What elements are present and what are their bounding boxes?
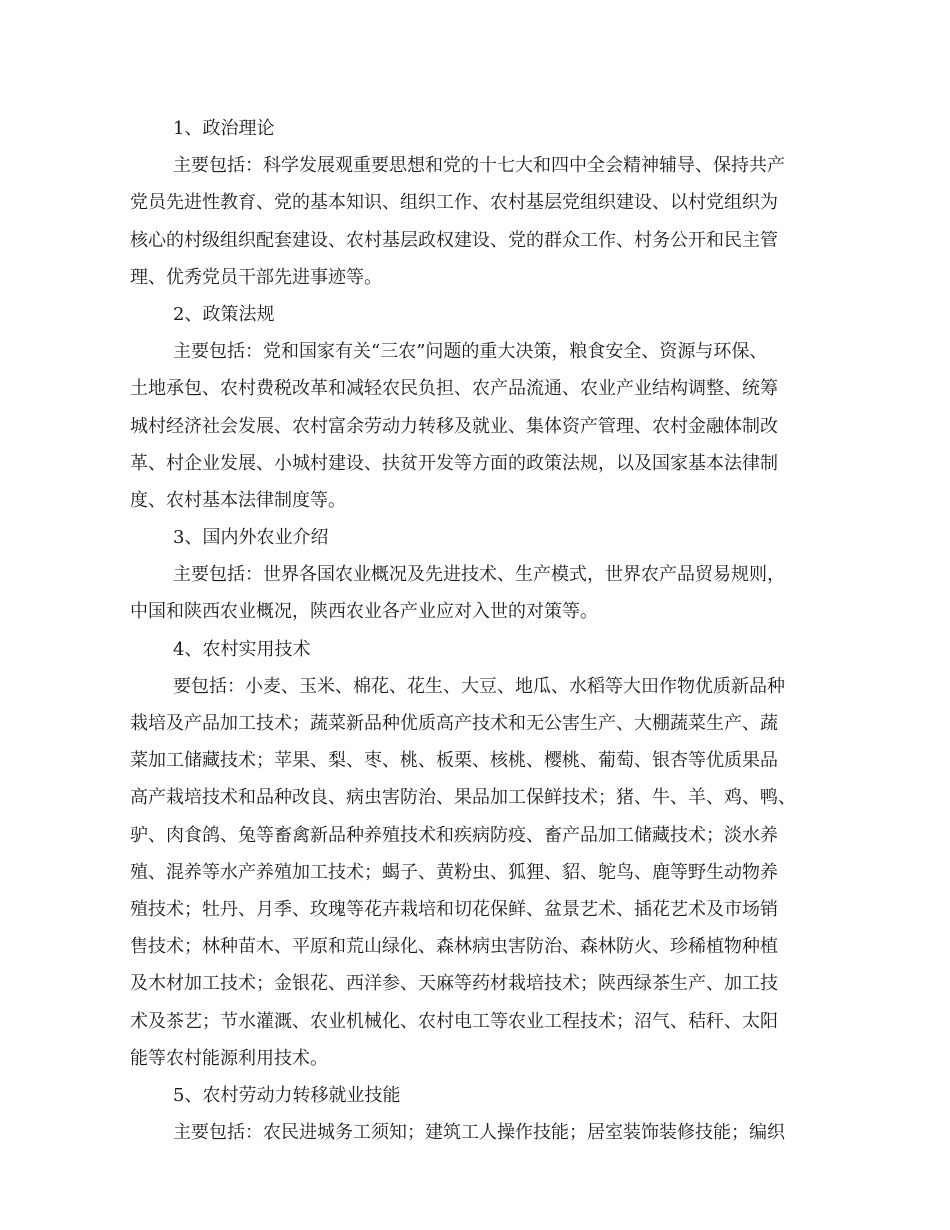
paragraph-line: 主要包括：农民进城务工须知；建筑工人操作技能；居室装饰装修技能；编织 xyxy=(173,1122,785,1144)
paragraph-line: 中国和陕西农业概况，陕西农业各产业应对入世的对策等。 xyxy=(130,601,598,623)
section-agriculture-intro xyxy=(130,519,830,631)
section-political-theory xyxy=(130,110,830,296)
paragraph-line: 栽培及产品加工技术；蔬菜新品种优质高产技术和无公害生产、大棚蔬菜生产、蔬 xyxy=(130,713,778,734)
paragraph-line: 菜加工储藏技术；苹果、梨、枣、桃、板栗、核桃、樱桃、葡萄、银杏等优质果品 xyxy=(130,750,778,772)
section-labor-transfer-skills xyxy=(130,1077,830,1151)
paragraph-line: 土地承包、农村费税改革和减轻农民负担、农产品流通、农业产业结构调整、统筹 xyxy=(130,378,778,400)
paragraph-line: 主要包括：党和国家有关“三农”问题的重大决策，粮食安全、资源与环保、 xyxy=(173,341,768,363)
paragraph-line: 殖、混养等水产养殖加工技术；蝎子、黄粉虫、狐狸、貂、鸵鸟、鹿等野生动物养 xyxy=(130,861,778,883)
paragraph-line: 核心的村级组织配套建设、农村基层政权建设、党的群众工作、村务公开和民主管 xyxy=(130,229,778,251)
paragraph-line: 能等农村能源利用技术。 xyxy=(130,1047,328,1069)
paragraph-line: 术及茶艺；节水灌溉、农业机械化、农村电工等农业工程技术；沼气、秸秆、太阳 xyxy=(130,1010,778,1032)
paragraph-line: 要包括：小麦、玉米、棉花、花生、大豆、地瓜、水稻等大田作物优质新品种 xyxy=(173,675,785,697)
paragraph-line: 革、村企业发展、小城村建设、扶贫开发等方面的政策法规，以及国家基本法律制 xyxy=(130,452,778,474)
paragraph-line: 殖技术；牡丹、月季、玫瑰等花卉栽培和切花保鲜、盆景艺术、插花艺术及市场销 xyxy=(130,898,778,920)
document-page xyxy=(130,110,830,1151)
section-heading: 1、政治理论 xyxy=(173,118,275,139)
section-policy-regulations xyxy=(130,296,830,519)
paragraph-line: 党员先进性教育、党的基本知识、组织工作、农村基层党组织建设、以村党组织为 xyxy=(130,192,778,214)
paragraph-line: 主要包括：世界各国农业概况及先进技术、生产模式，世界农产品贸易规则， xyxy=(173,564,785,586)
paragraph-line: 度、农村基本法律制度等。 xyxy=(130,489,346,511)
paragraph-line: 主要包括：科学发展观重要思想和党的十七大和四中全会精神辅导、保持共产 xyxy=(173,155,785,177)
paragraph-line: 城村经济社会发展、农村富余劳动力转移及就业、集体资产管理、农村金融体制改 xyxy=(130,415,778,437)
section-heading: 3、国内外农业介绍 xyxy=(173,527,329,549)
paragraph-line: 及木材加工技术；金银花、西洋参、天麻等药材栽培技术；陕西绿茶生产、加工技 xyxy=(130,973,778,995)
section-heading: 5、农村劳动力转移就业技能 xyxy=(173,1084,401,1106)
paragraph-line: 售技术；林种苗木、平原和荒山绿化、森林病虫害防治、森林防火、珍稀植物种植 xyxy=(130,936,778,958)
section-heading: 4、农村实用技术 xyxy=(173,638,311,660)
paragraph-line: 驴、肉食鸽、兔等畜禽新品种养殖技术和疾病防疫、畜产品加工储藏技术；淡水养 xyxy=(130,824,778,846)
section-practical-technology xyxy=(130,631,830,1077)
section-heading: 2、政策法规 xyxy=(173,303,275,325)
paragraph-line: 理、优秀党员干部先进事迹等。 xyxy=(130,266,382,288)
paragraph-line: 高产栽培技术和品种改良、病虫害防治、果品加工保鲜技术；猪、牛、羊、鸡、鸭、 xyxy=(130,787,796,809)
